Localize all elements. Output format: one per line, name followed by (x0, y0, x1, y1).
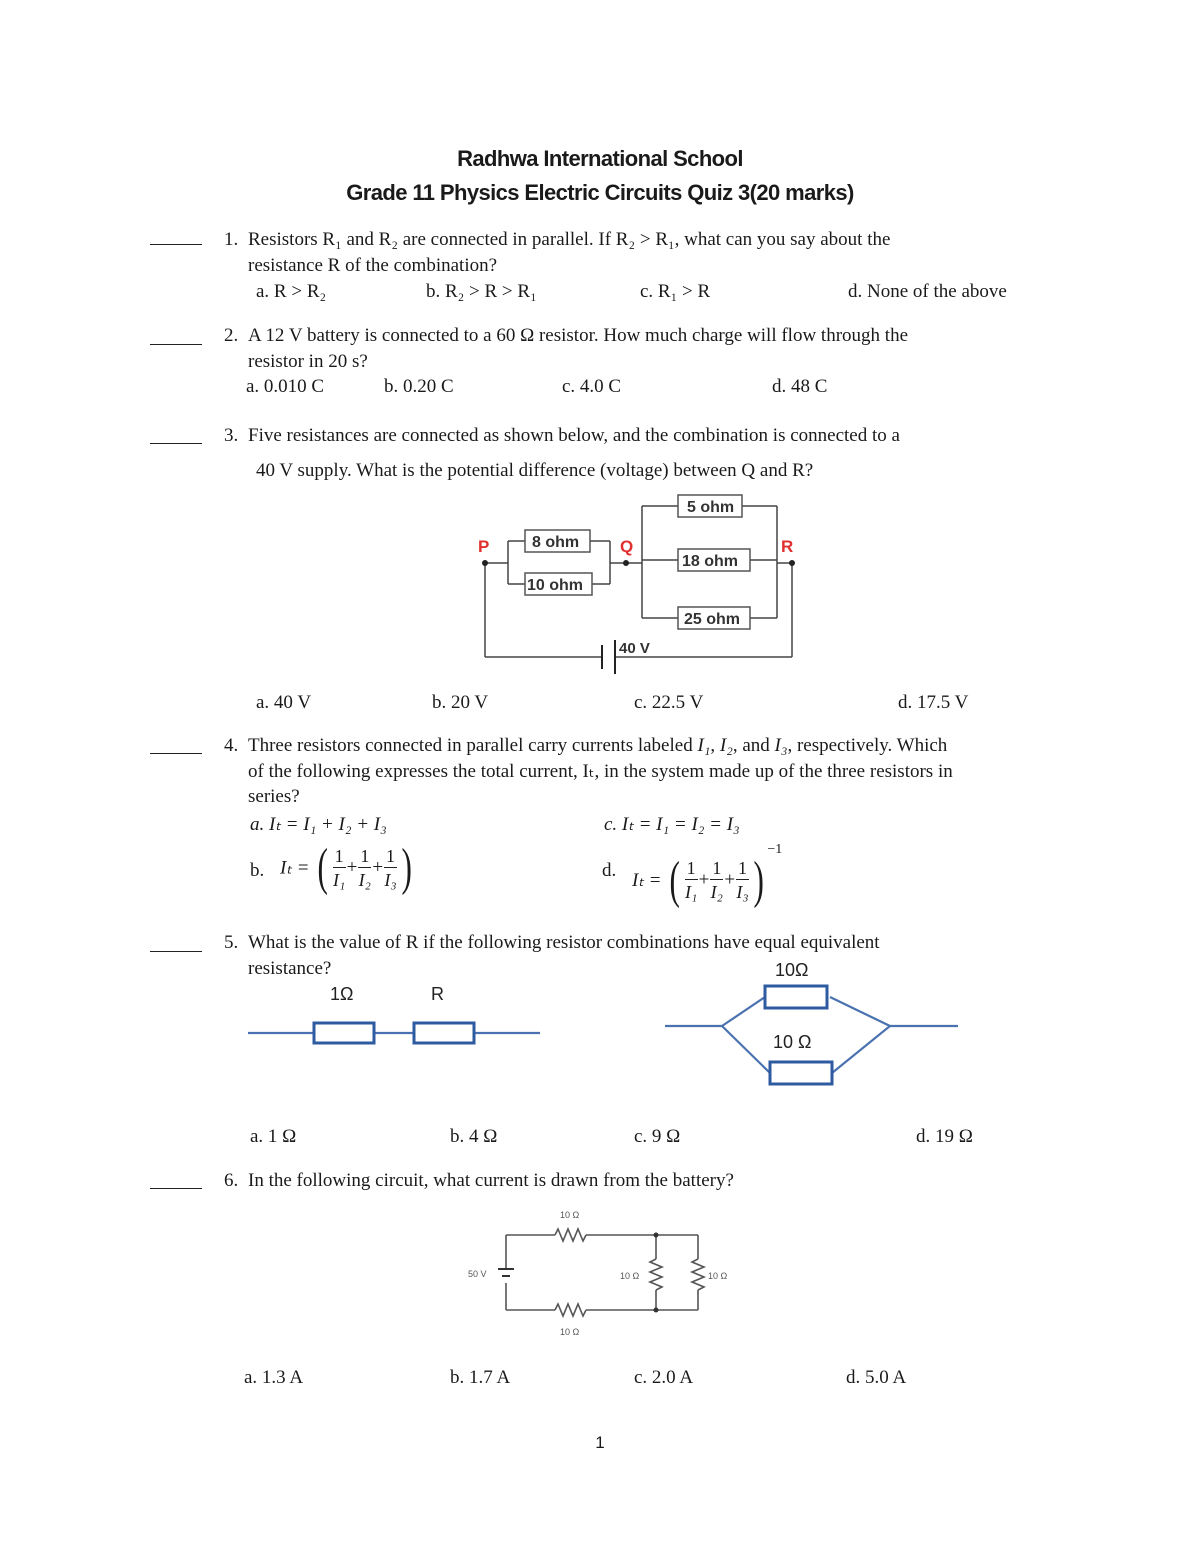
q5-option-b: b. 4 Ω (450, 1126, 498, 1147)
resistor-label: 5 ohm (687, 499, 735, 516)
resistor-label-bottom: 10 Ω (560, 1327, 580, 1337)
question-number-2: 2. (224, 325, 239, 346)
question-5-line-2: resistance? (248, 958, 332, 979)
q1-option-c: c. R₁ > R (640, 281, 711, 302)
q2-option-b: b. 0.20 C (384, 376, 454, 397)
question-1-line-2: resistance R of the combination? (248, 255, 498, 276)
q3-circuit-diagram (470, 490, 810, 675)
q6-circuit-diagram (460, 1205, 750, 1345)
parallel-label-top: 10Ω (775, 960, 809, 980)
q4-option-d-formula: Iₜ = ( $\frac{1}{\text{I₁}}$ + $\frac{1}{\text{I₂}}$ + $\frac{1}{\text{I₃}}$ )$^{-1}$ (632, 842, 783, 909)
q3-option-c: c. 22.5 V (634, 692, 704, 713)
q6-option-b: b. 1.7 A (450, 1367, 511, 1388)
q4-option-c: c. Iₜ = I₁ = I₂ = I₃ (604, 814, 740, 835)
answer-blank-5[interactable] (150, 951, 202, 952)
series-label-r: R (431, 984, 444, 1004)
question-4-line-1: Three resistors connected in parallel carry currents labeled I₁, I₂, and I₃, respectively. Which (248, 735, 948, 756)
answer-blank-1[interactable] (150, 244, 202, 245)
answer-blank-3[interactable] (150, 443, 202, 444)
fraction: $\frac{1}{\text{I₃}}$ (384, 845, 397, 890)
question-number-1: 1. (224, 229, 239, 250)
quiz-title: Grade 11 Physics Electric Circuits Quiz 3(20 marks) (346, 180, 854, 205)
question-number-6: 6. (224, 1170, 239, 1191)
fraction: $\frac{1}{\text{I₂}}$ (358, 845, 371, 890)
answer-blank-4[interactable] (150, 753, 202, 754)
question-2-line-2: resistor in 20 s? (248, 351, 368, 372)
question-4-line-3: series? (248, 786, 300, 807)
q3-option-d: d. 17.5 V (898, 692, 969, 713)
q3-option-b: b. 20 V (432, 692, 489, 713)
left-paren: ( (317, 839, 329, 896)
question-5-line-1: What is the value of R if the following resistor combinations have equal equivalent (248, 932, 880, 953)
q2-option-d: d. 48 C (772, 376, 828, 397)
q5-resistor-diagrams (240, 955, 970, 1095)
resistor-label: 18 ohm (682, 553, 739, 570)
battery-label: 50 V (468, 1269, 487, 1279)
resistor-label-mid: 10 Ω (620, 1271, 640, 1281)
q2-option-c: c. 4.0 C (562, 376, 622, 397)
q3-option-a: a. 40 V (256, 692, 312, 713)
fraction: $\frac{1}{\text{I₁}}$ (684, 858, 698, 903)
answer-blank-6[interactable] (150, 1188, 202, 1189)
resistor-label: 8 ohm (532, 534, 580, 551)
question-2-line-1: A 12 V battery is connected to a 60 Ω resistor. How much charge will flow through the (248, 325, 908, 346)
school-name: Radhwa International School (457, 146, 743, 171)
question-3-line-1: Five resistances are connected as shown below, and the combination is connected to a (248, 425, 900, 446)
formula-lhs: Iₜ = (632, 870, 662, 892)
right-paren: ) (753, 851, 764, 909)
q4-text-end: , respectively. Which (787, 735, 948, 756)
current-i3: I₃ (774, 735, 788, 756)
q1-option-b: b. R₂ > R > R₁ (426, 281, 537, 302)
page-number: 1 (595, 1433, 605, 1452)
question-6-line-1: In the following circuit, what current is drawn from the battery? (248, 1170, 734, 1191)
resistor-r (414, 1023, 474, 1043)
series-label-1: 1Ω (330, 984, 354, 1004)
q4-option-a: a. Iₜ = I₁ + I₂ + I₃ (250, 814, 387, 835)
question-number-4: 4. (224, 735, 239, 756)
resistor-label-right: 10 Ω (708, 1271, 728, 1281)
q6-option-c: c. 2.0 A (634, 1367, 694, 1388)
question-1-line-1: Resistors R₁ and R₂ are connected in parallel. If R₂ > R₁, what can you say about the (248, 229, 891, 250)
exponent: −1 (767, 842, 783, 857)
resistor-label-top: 10 Ω (560, 1210, 580, 1220)
battery-label: 40 V (619, 640, 650, 657)
fraction: $\frac{1}{\text{I₃}}$ (736, 858, 749, 903)
current-i1: I₁ (697, 735, 711, 756)
q1-option-a: a. R > R₂ (256, 281, 327, 302)
question-number-3: 3. (224, 425, 239, 446)
question-3-line-2: 40 V supply. What is the potential difference (voltage) between Q and R? (256, 460, 814, 481)
node-label-r: R (781, 537, 794, 556)
question-4-line-2: of the following expresses the total current, Iₜ, in the system made up of the three resistors in (248, 761, 953, 782)
q4-text-start: Three resistors connected in parallel carry currents labeled (248, 735, 698, 756)
fraction: $\frac{1}{\text{I₂}}$ (710, 858, 723, 903)
node-label-p: P (478, 537, 490, 556)
q2-option-a: a. 0.010 C (246, 376, 325, 397)
q1-option-d: d. None of the above (848, 281, 1007, 302)
q6-option-d: d. 5.0 A (846, 1367, 907, 1388)
resistor-label: 10 ohm (527, 577, 584, 594)
fraction: $\frac{1}{\text{I₁}}$ (332, 845, 346, 890)
current-i2: I₂ (719, 735, 733, 756)
resistor-10-ohm-top (765, 986, 827, 1008)
right-paren: ) (401, 839, 412, 896)
q4-option-d-label: d. (602, 860, 617, 881)
left-paren: ( (669, 851, 681, 909)
resistor-label: 25 ohm (684, 611, 741, 628)
resistor-1-ohm (314, 1023, 374, 1043)
q6-option-a: a. 1.3 A (244, 1367, 304, 1388)
q5-option-c: c. 9 Ω (634, 1126, 681, 1147)
question-number-5: 5. (224, 932, 239, 953)
formula-lhs: Iₜ = (280, 857, 310, 879)
answer-blank-2[interactable] (150, 344, 202, 345)
resistor-10-ohm-bottom (770, 1062, 832, 1084)
parallel-label-bottom: 10 Ω (773, 1032, 812, 1052)
q5-option-a: a. 1 Ω (250, 1126, 297, 1147)
node-label-q: Q (620, 537, 634, 556)
q5-option-d: d. 19 Ω (916, 1126, 973, 1147)
q4-option-b-label: b. (250, 860, 265, 881)
q4-option-b-formula: Iₜ = ( $\frac{1}{\text{I₁}}$ + $\frac{1}{\text{I₂}}$ + $\frac{1}{\text{I₃}}$ ) (280, 839, 412, 896)
